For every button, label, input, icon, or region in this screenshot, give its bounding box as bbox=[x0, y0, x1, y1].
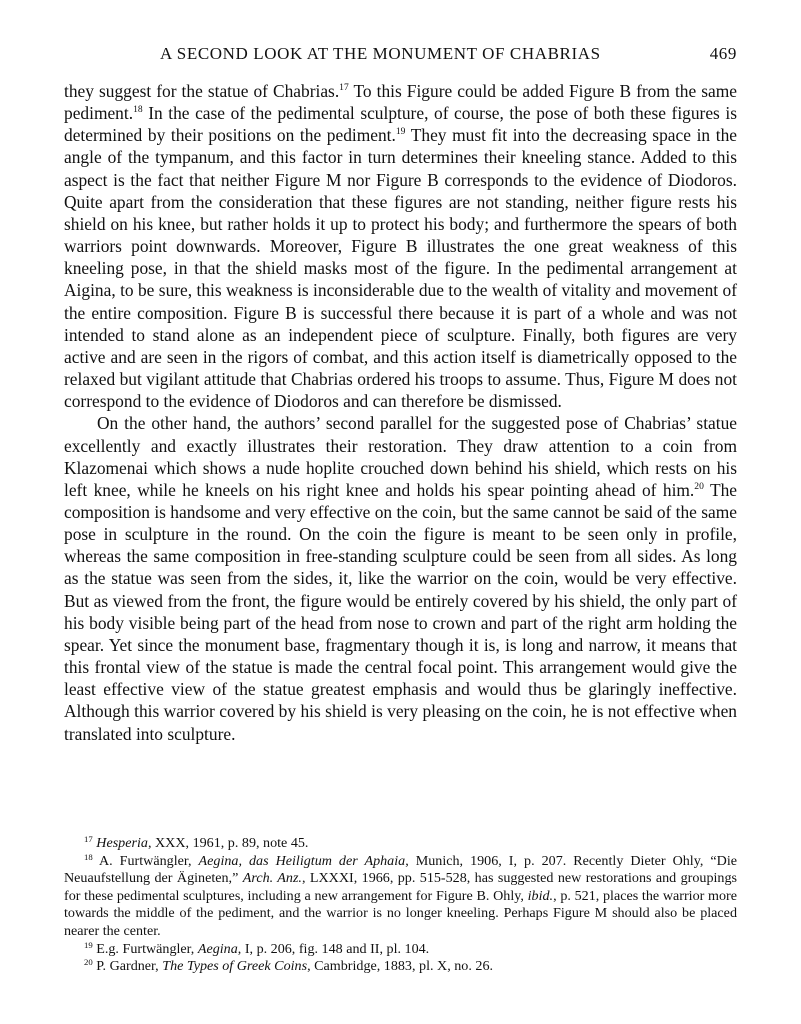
footnote-title: Aegina bbox=[197, 940, 238, 957]
footnote-number: 20 bbox=[84, 956, 93, 967]
footnote-text: , Cambridge, 1883, pl. X, no. 26. bbox=[307, 958, 494, 975]
page-number: 469 bbox=[709, 44, 737, 63]
footnote-title: Aegina, das Heiligtum der Aphaia bbox=[198, 852, 406, 869]
footnote-text: , Munich, 1906, I, p. 207. Recently Dieter Ohly, “Die Neuaufstellung der Ägineten,” bbox=[64, 852, 737, 887]
footnote-title: Arch. Anz. bbox=[242, 870, 302, 887]
footnote-ref-17: 17 bbox=[339, 81, 349, 93]
footnotes bbox=[64, 835, 737, 976]
footnote-title: Hesperia bbox=[96, 835, 148, 851]
paragraph-1-text-3: In the case of the pedimental sculpture, of course, the pose of both these figures is determined by their positions on the pediment. bbox=[64, 103, 737, 146]
body-text bbox=[64, 80, 737, 745]
paragraph-2-text-2: The composition is handsome and very effective on the coin, but the same cannot be said of the same pose in sculpture in the round. On the coin the figure is meant to be seen only in profile, whereas the same composition in free-standing sculpture could be seen from all sides. As long as the statue was seen from the sides, it, like the warrior on the coin, would be very effective. But as viewed from the front, the figure would be entirely covered by his shield, the only part of his body visible being part of the head from nose to crown and part of the right arm holding the spear. Yet since the monument base, fragmentary though it is, is long and narrow, it means that this frontal view of the statue is made the central focal point. This arrangement would give the least effective view of the statue greatest emphasis and would thus be glaringly ineffective. Although this warrior covered by his shield is very pleasing on the coin, he is not effective when translated into sculpture. bbox=[64, 479, 737, 744]
paragraph-2-text-1: On the other hand, the authors’ second parallel for the suggested pose of Chabrias’ statue excellently and exactly illustrates their restoration. They draw attention to a coin from Klazomenai which shows a nude hoplite crouched down behind his shield, which rests on his left knee, while he kneels on his right knee and holds his spear pointing ahead of him. bbox=[64, 413, 737, 500]
footnote-text: , I, p. 206, fig. 148 and II, pl. 104. bbox=[237, 940, 430, 957]
footnote-title: The Types of Greek Coins bbox=[162, 958, 308, 975]
paragraph-1 bbox=[64, 80, 737, 412]
footnote-ref-18: 18 bbox=[133, 103, 143, 115]
footnote-number: 19 bbox=[84, 939, 93, 950]
running-title: A SECOND LOOK AT THE MONUMENT OF CHABRIAS bbox=[160, 44, 601, 63]
footnote-ref-20: 20 bbox=[694, 480, 704, 492]
footnote-text: , XXX, 1961, p. 89, note 45. bbox=[147, 835, 309, 851]
footnote-text: P. Gardner, bbox=[92, 958, 163, 975]
footnote-18 bbox=[64, 853, 737, 941]
footnote-text: , p. 521, places the warrior more towards the middle of the pediment, and the warrior is no longer kneeling. Perhaps Figure M should also be placed nearer the center. bbox=[64, 887, 737, 939]
footnote-number: 17 bbox=[84, 833, 93, 844]
paragraph-2 bbox=[64, 412, 737, 744]
footnote-text: E.g. Furtwängler, bbox=[92, 940, 198, 957]
paragraph-1-text-1: they suggest for the statue of Chabrias. bbox=[64, 81, 340, 101]
footnote-ref-19: 19 bbox=[395, 126, 406, 138]
footnote-number: 18 bbox=[84, 851, 93, 862]
paragraph-1-text-2: To this Figure could be added Figure B from the same pediment. bbox=[64, 81, 737, 124]
footnote-20 bbox=[64, 958, 737, 976]
running-head bbox=[64, 44, 737, 68]
footnote-17 bbox=[64, 835, 737, 853]
footnote-text: , LXXXI, 1966, pp. 515-528, has suggested new restorations and groupings for these pedimental sculptures, including a new arrangement for Figure B. Ohly, bbox=[64, 870, 737, 904]
footnote-19 bbox=[64, 941, 737, 959]
footnote-title: ibid. bbox=[527, 887, 554, 904]
footnote-text: A. Furtwängler, bbox=[92, 852, 199, 869]
paragraph-1-text-4: They must fit into the decreasing space in the angle of the tympanum, and this factor in turn determines their kneeling stance. Added to this aspect is the fact that neither Figure M nor Figure B corresponds to the evidence of Diodoros. Quite apart from the consideration that these figures are not standing, neither figure rests his shield on his knee, but rather holds it up to protect his body; and furthermore the spears of both warriors point downwards. Moreover, Figure B illustrates the one great weakness of this kneeling pose, in that the shield masks most of the figure. In the pedimental arrangement at Aigina, to be sure, this weakness is inconsiderable due to the wealth of vitality and movement of the entire composition. Figure B is successful there because it is part of a whole and was not intended to stand alone as an independent piece of sculpture. Finally, both figures are very active and are seen in the rigors of combat, and this action itself is diametrically opposed to the relaxed but vigilant attitude that Chabrias ordered his troops to assume. Thus, Figure M does not correspond to the evidence of Diodoros and can therefore be dismissed. bbox=[64, 125, 737, 412]
